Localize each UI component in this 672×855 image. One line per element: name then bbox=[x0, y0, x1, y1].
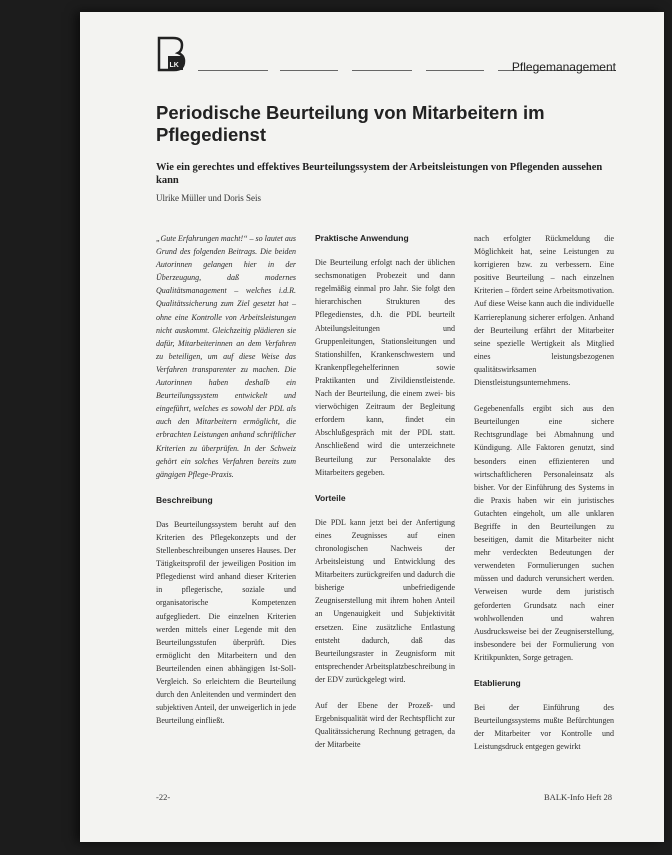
heading-beschreibung: Beschreibung bbox=[156, 494, 213, 505]
paragraph: nach erfolgter Rückmeldung die Möglichkeit hat, seine Leistungen zu korrigieren bzw. zu verbessern. Eine positive Beurteilung – nach einzelnen Kriterien – fördert seine Arbeitsmotivation. Auf diese Weise kann auch die individuelle Karriereplanung sicherer erfolgen. Anhand der Beurteilung erfährt der Mitarbeiter seine spezielle Wertigkeit als Mitglied eines leistungsbezogenen qualitätswirksamen Dienstleistungsunternehmens. bbox=[474, 234, 614, 388]
article-title: Periodische Beurteilung von Mitarbeitern im Pflegedienst bbox=[156, 102, 545, 145]
document-page bbox=[80, 12, 664, 842]
paragraph: Die Beurteilung erfolgt nach der üblichen sechsmonatigen Probezeit und dann regelmäßig einmal pro Jahr. Sie folgt den hierarchischen Strukturen des Pflegedienstes, d.h. die PDL beurteilt Abteilungsleitungen und Gruppenleitungen, Stationsleitungen und Stationshilfen, Krankenschwestern und Krankenpflegehelferinnen sowie Praktikanten und Zivildienstleistende. Nach der Beurteilung, die einem zwei- bis vierwöchigen Zeitraum der Begleitung erfordern kann, findet ein Abschlußgespräch mit der PDL statt. Anschließend wird die unterzeichnete Beurteilung zur Personalakte des Mitarbeiters gegeben. bbox=[315, 258, 455, 477]
column-3 bbox=[474, 232, 614, 766]
section-label: Pflegemanagement bbox=[511, 60, 616, 74]
column-2 bbox=[315, 232, 455, 764]
heading-etablierung: Etablierung bbox=[474, 678, 521, 688]
paragraph: Auf der Ebene der Prozeß- und Ergebnisqualität wird der Rechtspflicht zur Qualitätssicherung Rechnung getragen, da der Mitarbeite bbox=[315, 701, 455, 750]
svg-text:LK: LK bbox=[169, 62, 179, 69]
article-authors: Ulrike Müller und Doris Seis bbox=[156, 193, 261, 203]
page-number: -22- bbox=[156, 792, 171, 802]
paragraph: Bei der Einführung des Beurteilungssystems mußte Befürchtungen der Mitarbeiter vor Kontrolle und Leistungsdruck entgegen gewirkt bbox=[474, 703, 614, 752]
column-1 bbox=[156, 232, 296, 740]
heading-praktische-anwendung: Praktische Anwendung bbox=[315, 233, 409, 243]
heading-vorteile: Vorteile bbox=[315, 492, 346, 503]
issue-label: BALK-Info Heft 28 bbox=[544, 792, 612, 802]
article-subtitle: Wie ein gerechtes und effektives Beurteilungssystem der Arbeitsleistungen von Pflegenden aussehen kann bbox=[156, 162, 603, 186]
paragraph: Gegebenenfalls ergibt sich aus den Beurteilungen eine sichere Rechtsgrundlage bei Abmahnung und Kündigung. Alle Faktoren genutzt, sind besonders einen effizienteren und wirtschaftlicheren Personaleinsatz als bisher. Vor der Einführung des Systems in die Praxis haben wir ein juristisches Gutachten eingeholt, um alle unklaren Begriffe in den Beurteilungen zu beseitigen, damit die Mitarbeiter nicht mehr verdeckten Bedeutungen der verwendeten Formulierungen suchen müssen und dadurch verunsichert werden. Verweisen wurde dem juristisch geforderten Grundsatz nach einer wohlwollenden und wahren Ausdrucksweise bei der Zeugniserstellung, insbesondere bei der Formulierung von Kritikpunkten, Sorge getragen. bbox=[474, 404, 614, 662]
balk-logo bbox=[156, 36, 188, 72]
paragraph: Die PDL kann jetzt bei der Anfertigung eines Zeugnisses auf einen chronologischen Nachweis der Arbeitsleistung und Entwicklung des Mitarbeiters zurückgreifen und dadurch die bisherige unbefriedigende Zeugniserstellung mit ihrem hohen Anteil an Ungenauigkeit und Subjektivität ersetzen. Eine zusätzliche Entlastung entsteht dadurch, daß das Beurteilungsraster in Zeugnisform mit entsprechender Arbeitsplatzbeschreibung in der EDV zurückgelegt wird. bbox=[315, 517, 455, 684]
paragraph: Das Beurteilungssystem beruht auf den Kriterien des Pflegekonzepts und der Stellenbeschreibungen unseres Hauses. Der Tätigkeitsprofil der jeweiligen Position im Pflegedienst wird anhand dieser Kriterien in pflegerische, soziale und organisatorische Kompetenzen aufgegliedert. Die einzelnen Kriterien werden mittels einer Legende mit den Beurteilungsstufen überprüft. Dies ermöglicht den Mitarbeitern und den Beurteilenden einen abhängigen Ist-Soll-Vergleich. So erleichtern die Beurteilung durch den Anleitenden und vermindert den subjektiven Anteil, der unweigerlich in jede Beurteilung einfließt. bbox=[156, 519, 296, 726]
lead-paragraph: „Gute Erfahrungen macht!“ – so lautet aus Grund des folgenden Beitrags. Die beiden Autorinnen gelangen hier in der Überzeugung, daß modernes Qualitätsmanagement – welches i.d.R. Qualitätssicherung zum Ziel gesetzt hat – ohne eine Kontrolle von Arbeitsleistungen nicht auskommt. Gleichzeitig plädieren sie dafür, Mitarbeiterinnen an dem Verfahren zu beteiligen, um auf diese Weise das Verfahren transparenter zu machen. Die Autorinnen haben deshalb ein Beurteilungssystem entwickelt und eingeführt, welches es sowohl der PDL als auch den Mitarbeitern ermöglicht, die erbrachten Leistungen anhand schriftlicher Kriterien zu überprüfen. In der Schweiz gehört ein solches Verfahren bereits zum gängigen Pflege-Praxis. bbox=[156, 234, 296, 479]
